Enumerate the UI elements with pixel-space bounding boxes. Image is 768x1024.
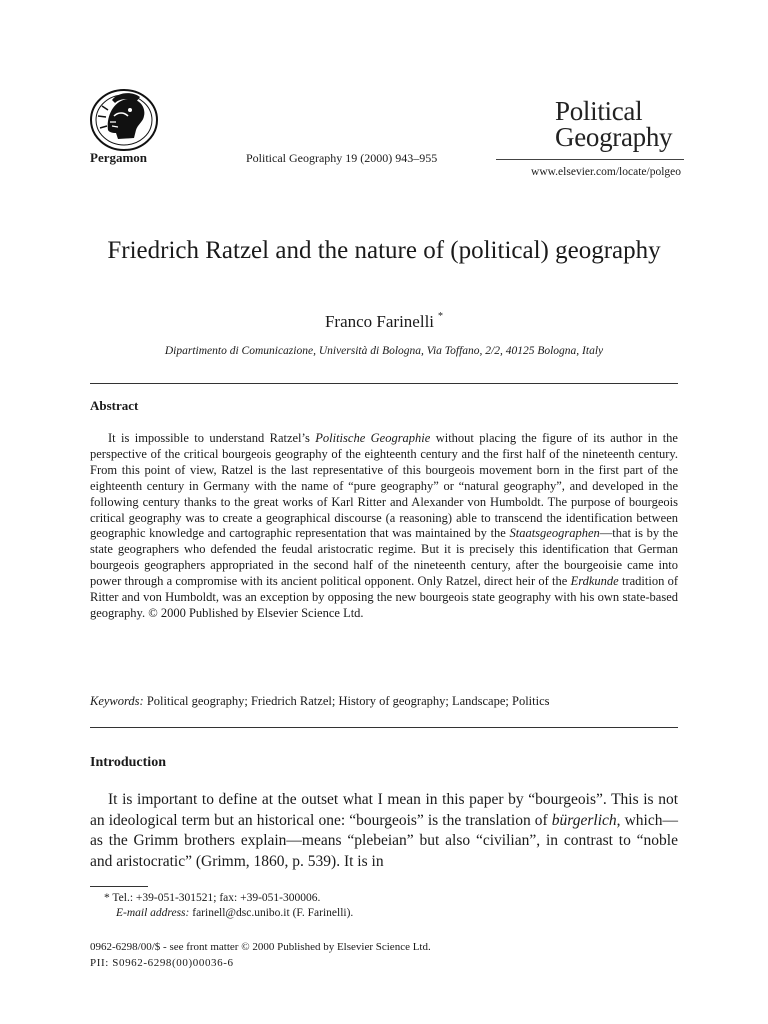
abstract-text [90,431,678,622]
publisher-logo [88,86,160,152]
header-divider [496,159,684,160]
journal-url[interactable]: www.elsevier.com/locate/polgeo [531,166,681,178]
section-heading-introduction: Introduction [90,755,166,770]
journal-brand-line2: Geography [555,122,673,152]
footnote-email [116,907,353,919]
introduction-paragraph [90,790,678,872]
abstract-divider [90,727,678,728]
intro-italic-term: bürgerlich [551,811,617,829]
top-divider [90,383,678,384]
abstract-text-part: tradition of Ritter and von Humboldt, was an exception by opposing the new bourgeois state geography with his own state-based geography. © 2000 Published by Elsevier Science Ltd. [90,574,679,620]
abstract-text-part: without placing the figure of its author in the perspective of the critical bourgeois geography of the eighteenth century and the first half of the nineteenth century. From this point of view, Ratzel is the last representative of this bourgeois movement born in the first part of the eighteenth century in Germany with the name of “pure geography” or “natural geography”, and developed in the following century thanks to the great works of Karl Ritter and Alexander von Humboldt. The purpose of bourgeois critical geography was to create a geographical discourse (a reasoning) able to transcend the identification between geographic knowledge and cartographic representation that was maintained by the [90,431,678,541]
author-line [90,311,678,332]
abstract-italic-term: Erdkunde [570,574,619,589]
journal-reference: Political Geography 19 (2000) 943–955 [246,151,438,165]
footnote-contact: * Tel.: +39-051-301521; fax: +39-051-300006. [104,892,321,904]
abstract-text-part: —that is by the state geographers who defended the feudal aristocratic regime. But it is precisely this identification that German bourgeois geographers appropriated in the second half of the nineteenth century, after the bourgeoisie came into power through a compromise with its ancient political opponent. Only Ratzel, direct heir of the [90,526,678,589]
author-affiliation: Dipartimento di Comunicazione, Università di Bologna, Via Toffano, 2/2, 40125 Bologna, Italy [164,345,604,357]
footnote-divider [90,886,148,887]
journal-brand-line1: Political [555,96,643,126]
author-name: Franco Farinelli [324,312,435,331]
keywords-line [90,694,678,709]
article-title: Friedrich Ratzel and the nature of (political) geography [107,237,661,264]
keywords-label: Keywords: [90,694,144,708]
author-footnote-mark[interactable]: * [438,311,444,322]
helmeted-head-emblem-icon [88,86,160,152]
abstract-text-part: It is impossible to understand Ratzel’s [108,431,316,445]
pii-line: PII: S0962-6298(00)00036-6 [90,957,234,969]
abstract-italic-term: Politische Geographie [315,431,431,445]
abstract-heading: Abstract [90,398,139,413]
email-address[interactable]: farinell@dsc.unibo.it (F. Farinelli). [189,907,354,919]
copyright-line: 0962-6298/00/$ - see front matter © 2000 Published by Elsevier Science Ltd. [90,941,431,953]
abstract-italic-term: Staatsgeographen [509,526,600,541]
intro-text-part: , which—as the Grimm brothers explain—means “plebeian” but also “civilian”, in contrast to “noble and aristocratic” (Grimm, 1860, p. 539). It is in [90,811,678,870]
email-label: E-mail address: [116,907,190,919]
intro-text-part: It is important to define at the outset what I mean in this paper by “bourgeois”. This is not an ideological term but an historical one: “bourgeois” is the translation of [90,791,678,829]
keywords-list: Political geography; Friedrich Ratzel; History of geography; Landscape; Politics [143,694,550,708]
publisher-name: Pergamon [90,150,148,165]
